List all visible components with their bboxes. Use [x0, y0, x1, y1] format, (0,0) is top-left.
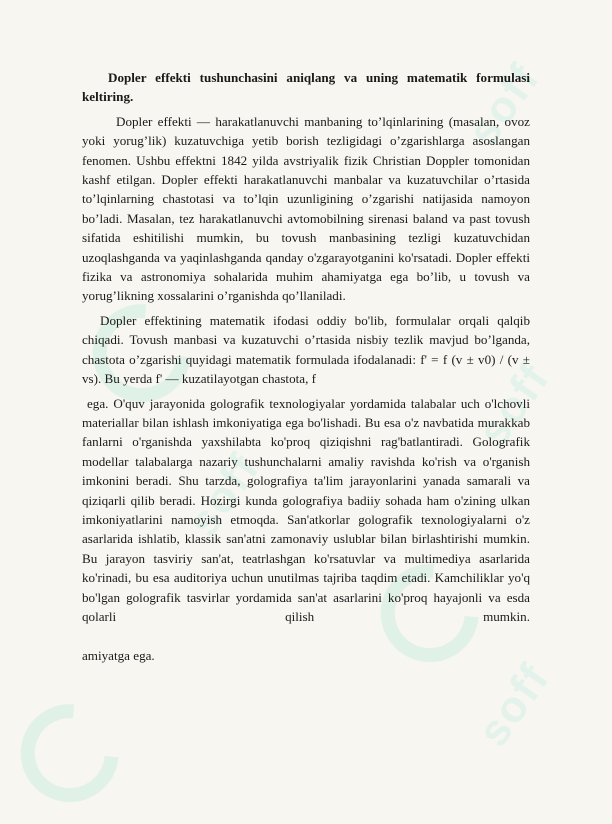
watermark-text: soff	[458, 54, 550, 156]
paragraph-doppler-definition: Dopler effekti — harakatlanuvchi manbaning to’lqinlarining (masalan, ovoz yoki yorug’lik) kuzatuvchiga yetib borish tezligidagi o’zgarishlarga asoslangan fenomen. Ushbu effektni 1842 yilda avstriyalik fizik Christian Doppler tomonidan kashf etilgan. Dopler effekti harakatlanuvchi manbalar va kuzatuvchilar o’rtasida to’lqinlarning chastotasi va to’lqin uzunligining o’zgarishi natijasida namoyon bo’ladi. Masalan, tez harakatlanuvchi avtomobilning sirenasi baland va past tovush sifatida eshitilishi mumkin, bu tovush manbasining tezligi kuzatuvchidan uzoqlashganda va yaqinlashganda qanday o'zgarayotganini ko'rsatadi. Dopler effekti fizika va astronomiya sohalarida muhim ahamiyatga ega bo’lib, u tovush va yorug’likning xossalarini o’rganishda qo’llaniladi.	[82, 113, 530, 304]
watermark-text: soff	[178, 444, 270, 546]
watermark-text: soff	[468, 654, 560, 756]
document-title: Dopler effekti tushunchasini aniqlang va uning matematik formulasi keltiring.	[82, 70, 530, 105]
paragraph-holography: ega. O'quv jarayonida golografik texnologiyalar yordamida talabalar uch o'lchovli materiallar bilan ishlash imkoniyatiga ega bo'lishadi. Bu esa o'z navbatida murakkab fanlarni o'rganishda yaxshilabta ko'proq qiziqishni rag'batlantiradi. Golografik modellar talabalarga nazariy tushunchalarni amaliy ravishda ko'rish va o'rganish imkonini beradi. Shu tarzda, golografiya ta'lim jarayonlarini yanada samarali va qiziqarli qilib beradi. Hozirgi kunda golografiya badiiy sohada ham o'zining ulkan imkoniyatlarini namoyish etmoqda. San'atkorlar golografik texnologiyalarni o'z asarlarida ishlatib, klassik san'atni zamonaviy uslublar bilan birlashtirishi mumkin. Bu jarayon tasviriy san'at, teatrlashgan ko'rsatuvlar va multimediya asarlarida ko'rinadi, bu esa auditoriya uchun unutilmas tajriba taqdim etadi. Kamchiliklar yo'q bo'lgan golografik tasvirlar yordamida san'at asarlarini ko'proq hayajonli va esda qolarli qilish mumkin.	[82, 395, 530, 624]
watermark-text: soff	[468, 354, 560, 456]
paragraph-doppler-formula: Dopler effektining matematik ifodasi oddiy bo'lib, formulalar orqali qalqib chiqadi. Tovush manbasi va kuzatuvchi o’rtasida nisbiy tezlik mavjud bo’lganda, chastota o’zgarishi quyidagi matematik formulada ifodalanadi: f' = f (v ± v0) / (v ± vs). Bu yerda f' — kuzatilayotgan chastota, f	[82, 312, 530, 387]
document-body	[82, 68, 530, 671]
paragraph-fragment: amiyatga ega.	[82, 648, 155, 664]
